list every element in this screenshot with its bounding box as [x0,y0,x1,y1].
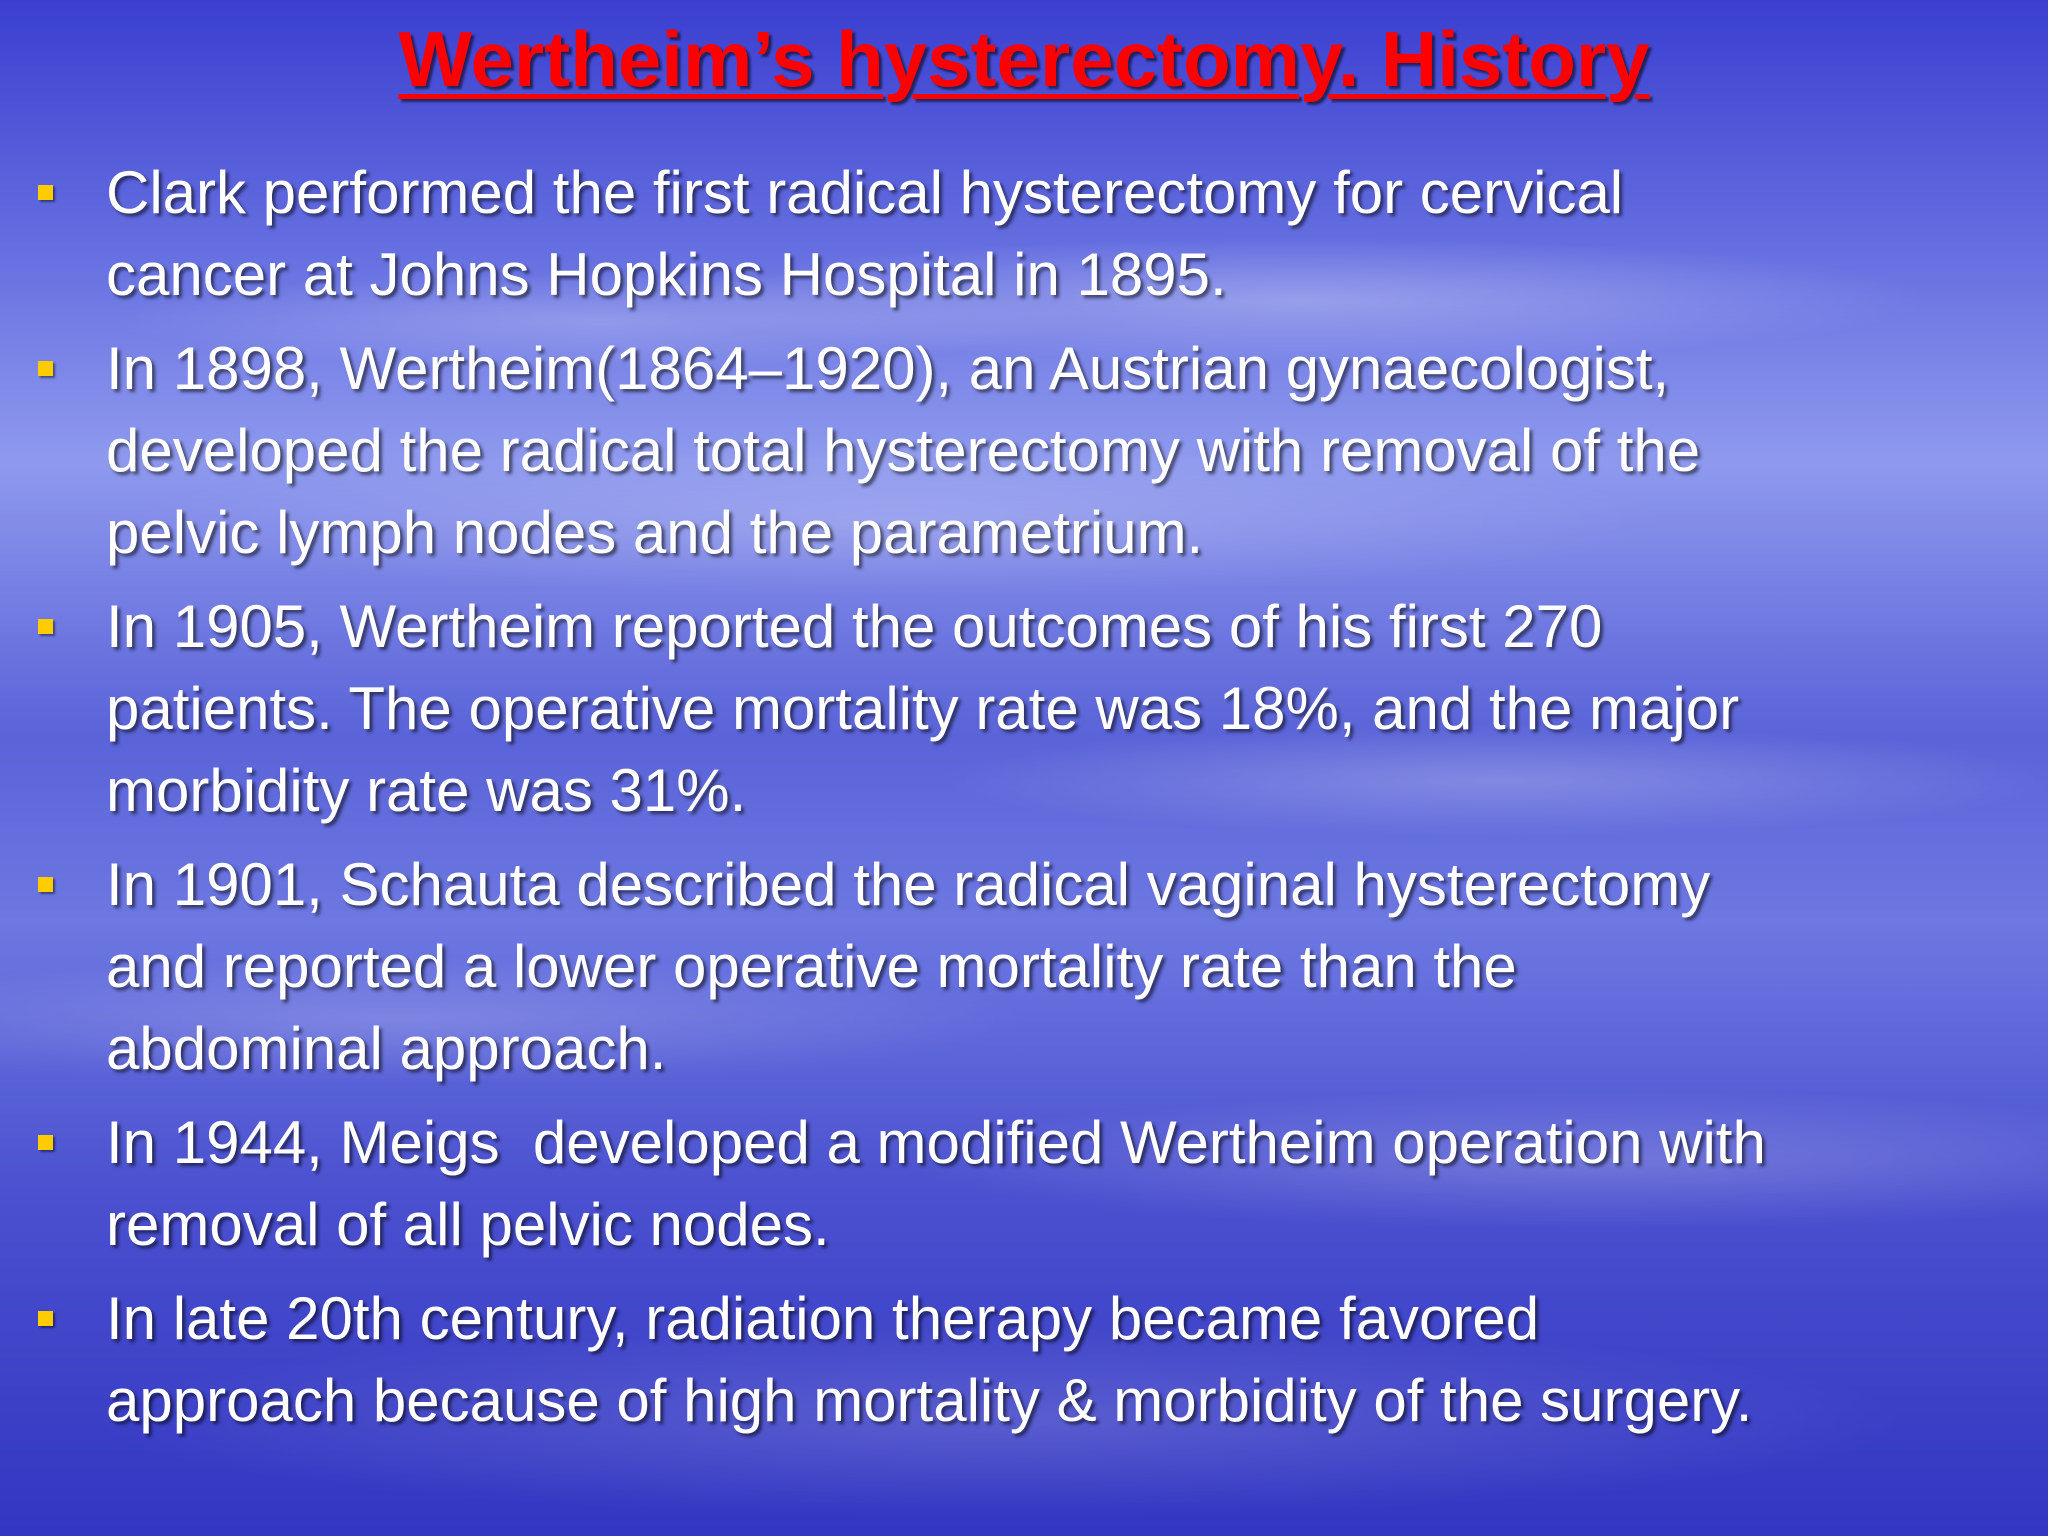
bullet-line: abdominal approach. [106,1015,667,1082]
bullet-item [0,1102,2048,1266]
square-bullet-icon [38,1311,53,1326]
slide-title: Wertheim’s hysterectomy. History [398,15,1650,103]
bullet-line: pelvic lymph nodes and the parametrium. [106,499,1204,566]
bullet-item [0,328,2048,574]
square-bullet-icon [38,1135,53,1150]
bullet-line: removal of all pelvic nodes. [106,1191,830,1258]
square-bullet-icon [38,877,53,892]
bullet-line: In 1944, Meigs developed a modified Wertheim operation with [106,1109,1766,1176]
bullet-line: In late 20th century, radiation therapy became favored [106,1285,1540,1352]
bullet-item [0,152,2048,316]
bullet-line: In 1905, Wertheim reported the outcomes of his first 270 [106,593,1603,660]
bullet-item [0,844,2048,1090]
bullet-list [0,152,2048,1454]
bullet-line: In 1898, Wertheim(1864–1920), an Austrian gynaecologist, [106,335,1670,402]
bullet-line: In 1901, Schauta described the radical vaginal hysterectomy [106,851,1711,918]
square-bullet-icon [38,185,53,200]
square-bullet-icon [38,361,53,376]
bullet-line: and reported a lower operative mortality rate than the [106,933,1517,1000]
bullet-item [0,586,2048,832]
bullet-line: Clark performed the first radical hysterectomy for cervical [106,159,1624,226]
bullet-line: morbidity rate was 31%. [106,757,747,824]
square-bullet-icon [38,619,53,634]
bullet-item [0,1278,2048,1442]
bullet-line: cancer at Johns Hopkins Hospital in 1895. [106,241,1227,308]
bullet-line: patients. The operative mortality rate was 18%, and the major [106,675,1740,742]
bullet-line: developed the radical total hysterectomy with removal of the [106,417,1701,484]
bullet-line: approach because of high mortality & morbidity of the surgery. [106,1367,1753,1434]
